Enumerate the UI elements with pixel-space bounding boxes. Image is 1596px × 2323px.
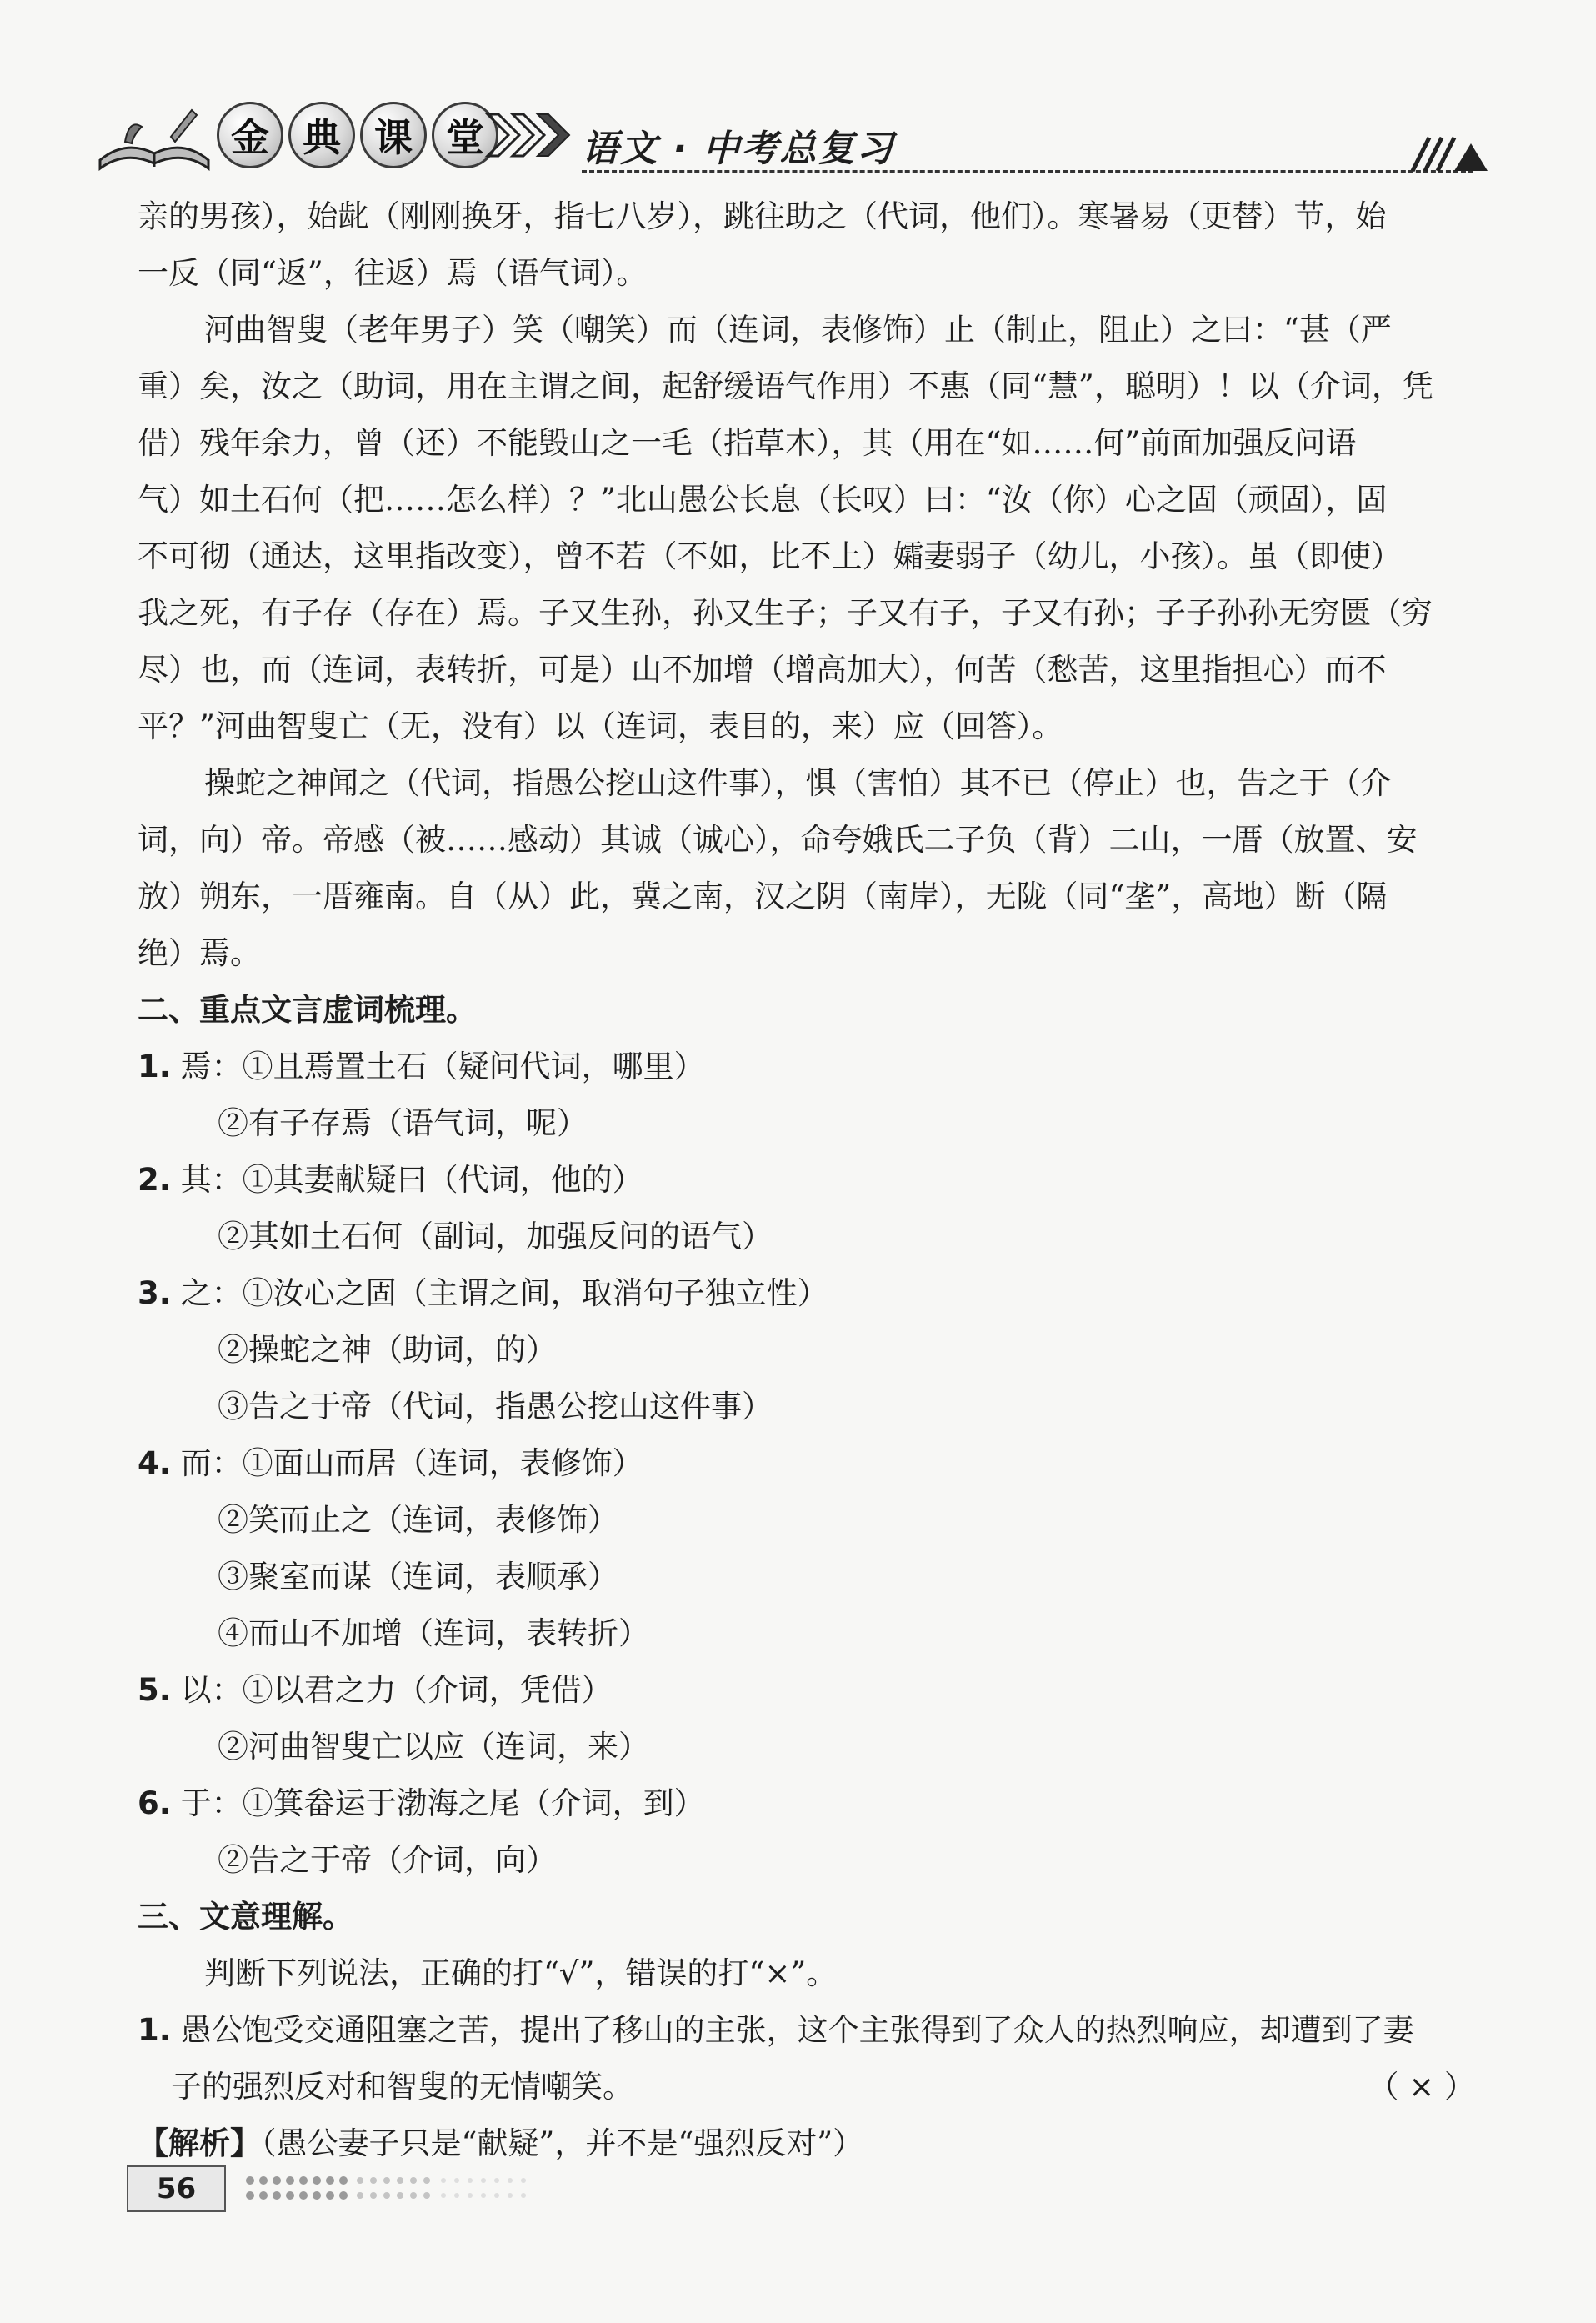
double-chevron-icon: [483, 110, 575, 160]
text-line: 平？”河曲智叟亡（无，没有）以（连词，表目的，来）应（回答）。: [138, 708, 1063, 744]
text-line: 放）朔东，一厝雍南。自（从）此，冀之南，汉之阴（南岸），无陇（同“垄”，高地）断（隔: [138, 879, 1388, 914]
list-item: ③聚室而谋（连词，表顺承）: [218, 1559, 618, 1595]
open-book-icon: [92, 102, 217, 177]
item-entry: ①箕畚运于渤海之尾（介词，到）: [242, 1785, 705, 1821]
subject-title: 语文 · 中考总复习: [582, 128, 895, 170]
item-entry: ①面山而居（连词，表修饰）: [242, 1445, 643, 1481]
item-word: 以：: [180, 1672, 243, 1708]
item-number: 5.: [138, 1672, 171, 1708]
analysis-label: 【解析】: [138, 2125, 261, 2161]
item-word: 于：: [180, 1785, 243, 1821]
text-line: 我之死，有子存（存在）焉。子又生孙，孙又生子；子又有子，子又有孙；子子孙孙无穷匮（穷: [138, 595, 1433, 631]
analysis-line: [138, 2115, 1475, 2172]
stripes-decoration-icon: [1408, 133, 1492, 175]
item-entry: ①其妻献疑曰（代词，他的）: [242, 1162, 643, 1198]
text-line: 绝）焉。: [138, 935, 261, 971]
item-number: 6.: [138, 1785, 171, 1821]
analysis-text: （愚公妻子只是“献疑”，并不是“强烈反对”）: [261, 2125, 864, 2161]
text-line: 一反（同“返”，往返）焉（语气词）。: [138, 255, 648, 291]
text-line: 借）残年余力，曾（还）不能毁山之一毛（指草木），其（用在“如……何”前面加强反问语: [138, 425, 1357, 461]
item-entry: ①且焉置土石（疑问代词，哪里）: [242, 1049, 705, 1084]
page-number: 56: [127, 2165, 226, 2212]
list-item: ④而山不加增（连词，表转折）: [218, 1615, 649, 1651]
question-text: 子的强烈反对和智叟的无情嘲笑。: [171, 2069, 633, 2105]
list-item: ②操蛇之神（助词，的）: [218, 1332, 557, 1368]
item-entry: ①以君之力（介词，凭借）: [242, 1672, 613, 1708]
list-item: [138, 1775, 1475, 1832]
question-line: [138, 2002, 1475, 2059]
item-number: 1.: [138, 1049, 171, 1084]
page-footer: [127, 2165, 710, 2215]
question-text: 愚公饱受交通阻塞之苦，提出了移山的主张，这个主张得到了众人的热烈响应，却遭到了妻: [180, 2012, 1414, 2048]
list-item: [138, 1662, 1475, 1719]
list-item: ②笑而止之（连词，表修饰）: [218, 1502, 618, 1538]
text-line: 不可彻（通达，这里指改变），曾不若（不如，比不上）孀妻弱子（幼儿，小孩）。虽（即使）: [138, 538, 1402, 574]
instruction-text: 判断下列说法，正确的打“√”，错误的打“×”。: [204, 1955, 838, 1991]
answer-mark: （ × ）: [1368, 2069, 1475, 2105]
item-number: 3.: [138, 1275, 171, 1311]
section-heading: 二、重点文言虚词梳理。: [138, 992, 477, 1028]
brand-title: [217, 102, 503, 168]
text-line: 操蛇之神闻之（代词，指愚公挖山这件事），惧（害怕）其不已（停止）也，告之于（介: [204, 765, 1392, 801]
question-number: 1.: [138, 2012, 171, 2048]
brand-char: 课: [360, 102, 427, 168]
dots-decoration-icon: [243, 2172, 677, 2205]
item-word: 之：: [180, 1275, 243, 1311]
text-line: 重）矣，汝之（助词，用在主谓之间，起舒缓语气作用）不惠（同“慧”，聪明）！以（介词，凭: [138, 368, 1433, 404]
item-number: 4.: [138, 1445, 171, 1481]
list-item: [138, 1435, 1475, 1492]
item-number: 2.: [138, 1162, 171, 1198]
list-item: ②其如土石何（副词，加强反问的语气）: [218, 1219, 773, 1254]
text-line: 词，向）帝。帝感（被……感动）其诚（诚心），命夸娥氏二子负（背）二山，一厝（放置、安: [138, 822, 1418, 858]
text-line: 尽）也，而（连词，表转折，可是）山不加增（增高加大），何苦（愁苦，这里指担心）而不: [138, 652, 1387, 688]
list-item: [138, 1152, 1475, 1209]
item-word: 其：: [180, 1162, 243, 1198]
item-entry: ①汝心之固（主谓之间，取消句子独立性）: [242, 1275, 828, 1311]
section-heading: 三、文意理解。: [138, 1899, 353, 1935]
page-content: [138, 188, 1475, 2172]
item-word: 而：: [180, 1445, 243, 1481]
brand-char: 金: [217, 102, 283, 168]
list-item: [138, 1039, 1475, 1095]
list-item: ②告之于帝（介词，向）: [218, 1842, 557, 1878]
page-header: [92, 93, 1500, 185]
list-item: ③告之于帝（代词，指愚公挖山这件事）: [218, 1389, 773, 1424]
brand-char: 典: [288, 102, 355, 168]
list-item: ②有子存焉（语气词，呢）: [218, 1105, 588, 1141]
question-line: [138, 2059, 1475, 2115]
list-item: ②河曲智叟亡以应（连词，来）: [218, 1729, 649, 1765]
text-line: 气）如土石何（把……怎么样）？”北山愚公长息（长叹）曰：“汝（你）心之固（顽固），固: [138, 482, 1388, 518]
text-line: 河曲智叟（老年男子）笑（嘲笑）而（连词，表修饰）止（制止，阻止）之曰：“甚（严: [204, 312, 1392, 348]
list-item: [138, 1265, 1475, 1322]
header-divider: [582, 170, 1473, 173]
text-line: 亲的男孩），始龀（刚刚换牙，指七八岁），跳往助之（代词，他们）。寒暑易（更替）节，始: [138, 198, 1387, 234]
item-word: 焉：: [180, 1049, 243, 1084]
brand-char: 堂: [432, 102, 498, 168]
